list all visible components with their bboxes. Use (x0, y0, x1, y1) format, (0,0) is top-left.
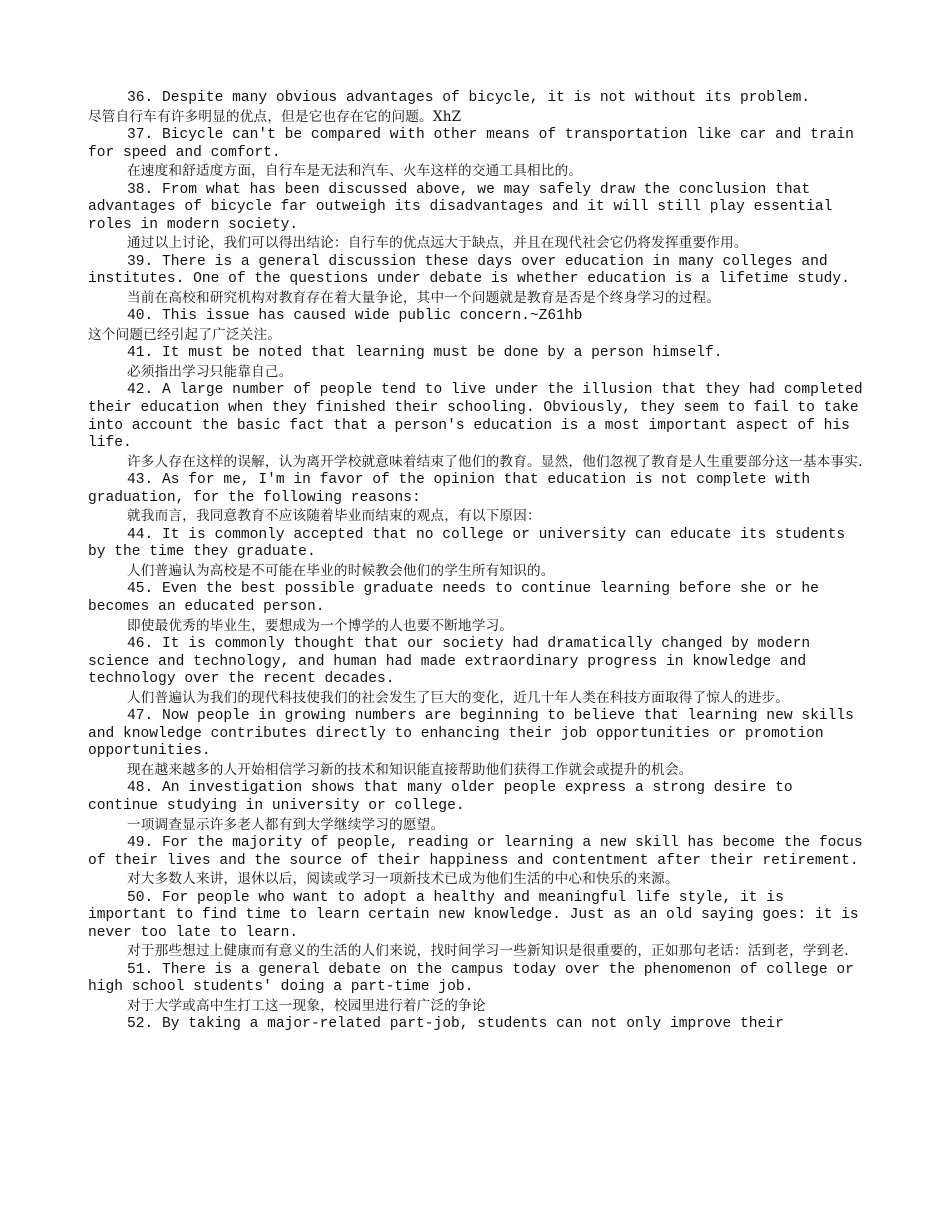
english-sentence: 50. For people who want to adopt a healthy and meaningful life style, it is important to find time to learn certain new knowledge. Just as an old saying goes: it is never too late to learn. (88, 889, 859, 941)
english-sentence: 37. Bicycle can't be compared with other means of transportation like car and train for speed and comfort. (88, 127, 854, 161)
chinese-translation: 通过以上讨论，我们可以得出结论：自行车的优点远大于缺点，并且在现代社会它仍将发挥重要作用。 (127, 235, 748, 252)
chinese-translation: 在速度和舒适度方面，自行车是无法和汽车、火车这样的交通工具相比的。 (127, 163, 583, 180)
chinese-translation: 对于那些想过上健康而有意义的生活的人们来说，找时间学习一些新知识是很重要的，正如那句老话：活到老，学到老. (127, 943, 849, 960)
chinese-translation: 一项调查显示许多老人都有到大学继续学习的愿望。 (127, 816, 445, 833)
english-sentence: 40. This issue has caused wide public concern.~Z61hb (127, 308, 583, 325)
english-sentence: 49. For the majority of people, reading or learning a new skill has become the focus of their lives and the source of their happiness and contentment after their retirement. (88, 834, 863, 869)
chinese-translation: 必须指出学习只能靠自己。 (127, 363, 293, 380)
chinese-translation: 即使最优秀的毕业生，要想成为一个博学的人也要不断地学习。 (127, 617, 514, 634)
english-sentence: 51. There is a general debate on the campus today over the phenomenon of college or high school students' doing a part-time job. (88, 961, 854, 996)
english-sentence: 48. An investigation shows that many older people express a strong desire to continue studying in university or college. (88, 780, 793, 814)
english-sentence: 36. Despite many obvious advantages of bicycle, it is not without its problem. (127, 90, 811, 106)
english-sentence: 42. A large number of people tend to live under the illusion that they had completed their education when they finished their schooling. Obviously, they seem to fail to take into account the basic fact that a person's education is a most important aspect of his life. (88, 382, 863, 452)
english-sentence: 46. It is commonly thought that our society had dramatically changed by modern science and technology, and human had made extraordinary progress in knowledge and technology over the recent decades. (88, 635, 811, 688)
chinese-translation: 对大多数人来讲，退休以后，阅读或学习一项新技术已成为他们生活的中心和快乐的来源。 (127, 871, 679, 888)
english-sentence: 38. From what has been discussed above, we may safely draw the conclusion that advantages of bicycle far outweigh its disadvantages and it will still play essential roles in modern society. (88, 181, 833, 233)
english-sentence: 39. There is a general discussion these days over education in many colleges and institutes. One of the questions under debate is whether education is a lifetime study. (88, 253, 850, 288)
chinese-translation: 当前在高校和研究机构对教育存在着大量争论，其中一个问题就是教育是否是个终身学习的过程。 (127, 289, 721, 306)
english-sentence: 44. It is commonly accepted that no college or university can educate its students by the time they graduate. (88, 526, 846, 561)
chinese-translation: 人们普遍认为我们的现代科技使我们的社会发生了巨大的变化，近几十年人类在科技方面取得了惊人的进步。 (127, 689, 790, 706)
chinese-translation: 就我而言，我同意教育不应该随着毕业而结束的观点，有以下原因： (127, 508, 541, 525)
chinese-translation: 人们普遍认为高校是不可能在毕业的时候教会他们的学生所有知识的。 (127, 562, 555, 579)
document-page (88, 90, 863, 1034)
english-sentence: 47. Now people in growing numbers are beginning to believe that learning new skills and knowledge contributes directly to enhancing their job opportunities or promotion opportunities. (88, 708, 854, 760)
english-sentence: 45. Even the best possible graduate needs to continue learning before she or he becomes an educated person. (88, 581, 819, 615)
english-sentence: 43. As for me, I'm in favor of the opinion that education is not complete with graduation, for the following reasons: (88, 472, 811, 506)
chinese-translation: 许多人存在这样的误解，认为离开学校就意味着结束了他们的教育。显然，他们忽视了教育是人生重要部分这一基本事实. (127, 453, 863, 470)
chinese-translation: 对于大学或高中生打工这一现象，校园里进行着广泛的争论 (127, 997, 486, 1014)
chinese-translation: 这个问题已经引起了广泛关注。 (88, 326, 282, 343)
english-sentence: 41. It must be noted that learning must be done by a person himself. (127, 345, 723, 362)
chinese-translation: 现在越来越多的人开始相信学习新的技术和知识能直接帮助他们获得工作就会或提升的机会。 (127, 761, 693, 778)
english-sentence: 52. By taking a major-related part-job, students can not only improve their (127, 1016, 784, 1033)
chinese-translation: 尽管自行车有许多明显的优点，但是它也存在它的问题。XhZ (88, 108, 462, 125)
